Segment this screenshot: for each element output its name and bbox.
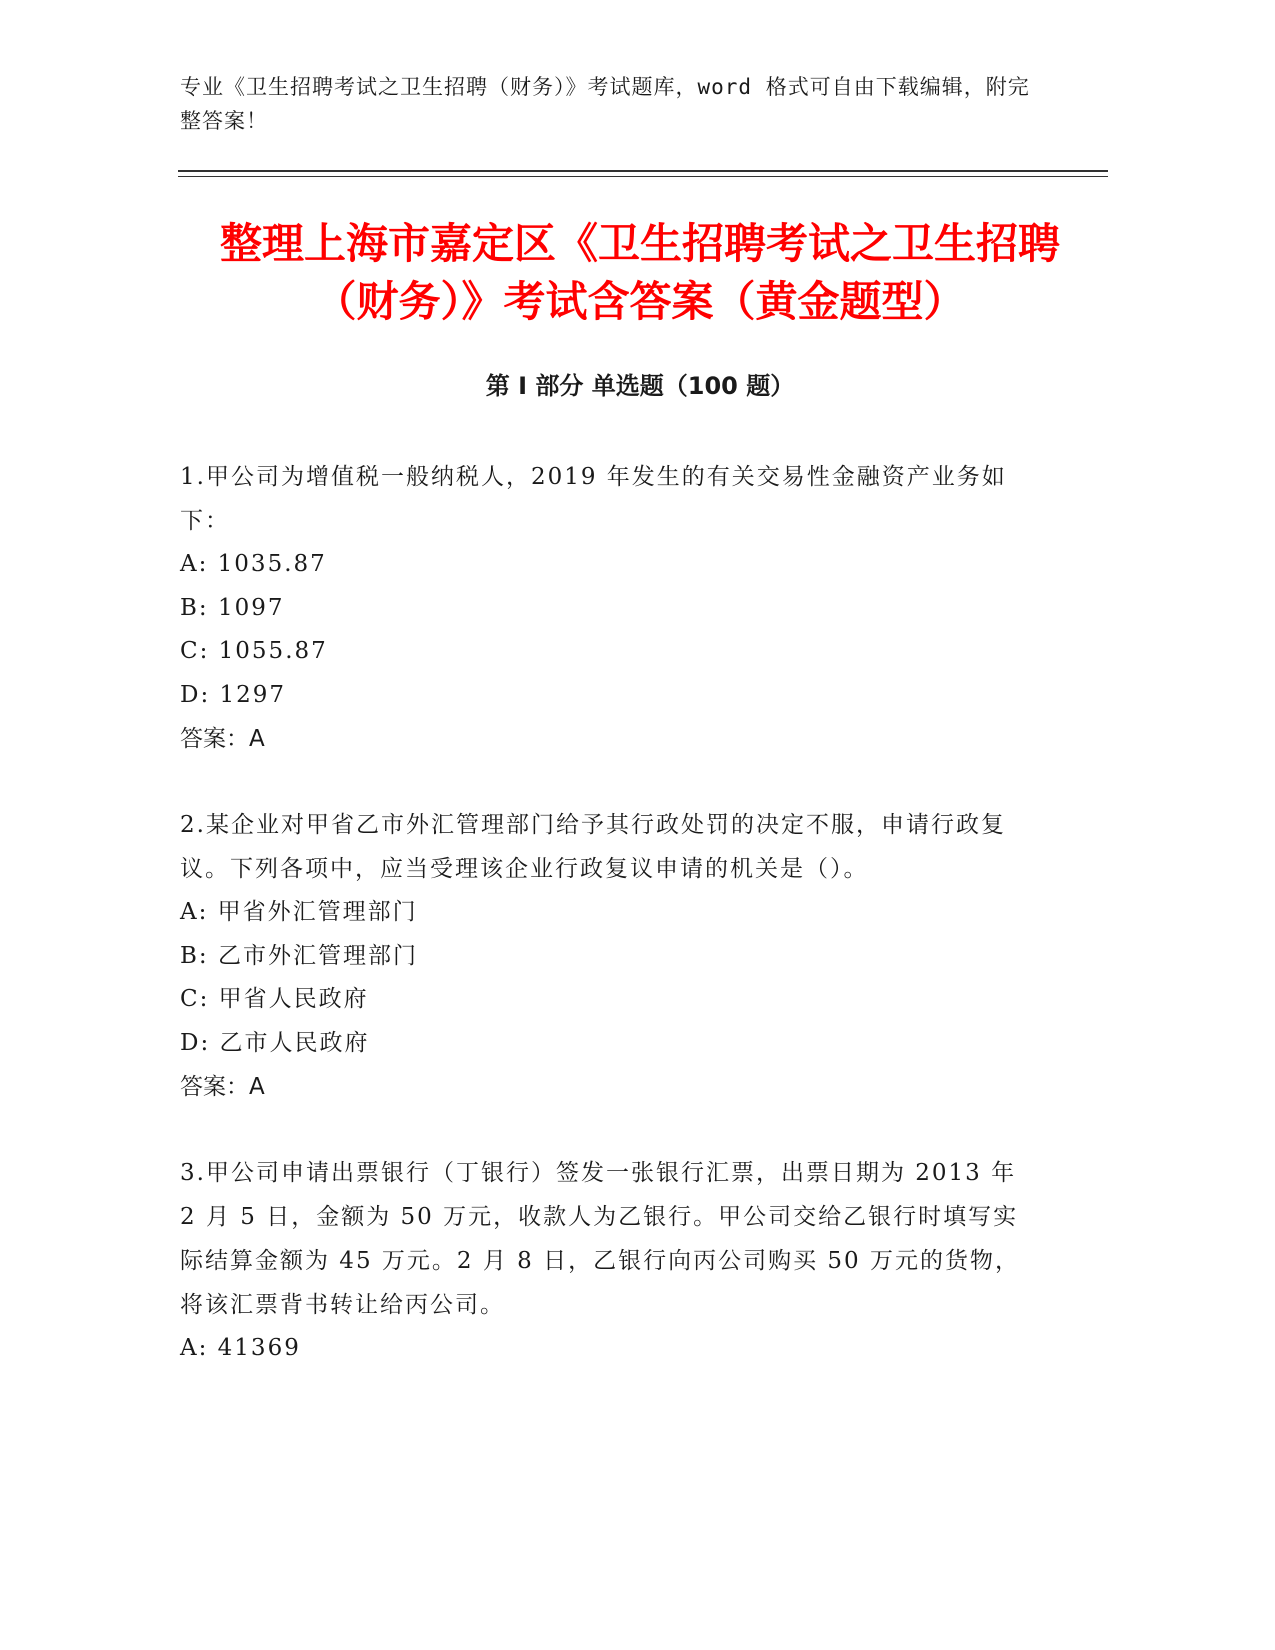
header-divider-thin [178,176,1108,177]
option-b: B: 乙市外汇管理部门 [180,942,418,969]
header-note: 专业《卫生招聘考试之卫生招聘（财务）》考试题库，word 格式可自由下载编辑，附完整答案！ [180,75,1030,133]
option-a: A: 1035.87 [180,551,327,577]
question-stem: 1.甲公司为增值税一般纳税人，2019 年发生的有关交易性金融资产业务如下： [180,464,1007,534]
header-divider-thick [178,170,1108,172]
option-a: A: 甲省外汇管理部门 [180,899,418,925]
option-c: C: 甲省人民政府 [180,986,369,1012]
option-b: B: 1097 [180,594,285,621]
question-list [180,455,1040,1413]
option-c: C: 1055.87 [180,638,328,664]
answer: 答案：A [180,1074,265,1100]
question-2 [180,803,1040,1109]
answer: 答案：A [180,726,265,752]
option-d: D: 1297 [180,681,287,708]
question-stem: 2.某企业对甲省乙市外汇管理部门给予其行政处罚的决定不服，申请行政复议。下列各项中，应当受理该企业行政复议申请的机关是（）。 [180,812,1006,882]
question-1 [180,455,1040,761]
option-d: D: 乙市人民政府 [180,1029,370,1056]
option-a: A: 41369 [180,1335,301,1361]
document-title: 整理上海市嘉定区《卫生招聘考试之卫生招聘（财务）》考试含答案（黄金题型） [219,219,1060,326]
question-3 [180,1151,1040,1371]
section-title: 第 I 部分 单选题（100 题） [485,372,795,400]
question-stem: 3.甲公司申请出票银行（丁银行）签发一张银行汇票，出票日期为 2013 年 2 月 5 日，金额为 50 万元，收款人为乙银行。甲公司交给乙银行时填写实际结算金额为 45 万元。2 月 8 日，乙银行向丙公司购买 50 万元的货物，将该汇票背书转让给丙公司。 [180,1160,1020,1318]
